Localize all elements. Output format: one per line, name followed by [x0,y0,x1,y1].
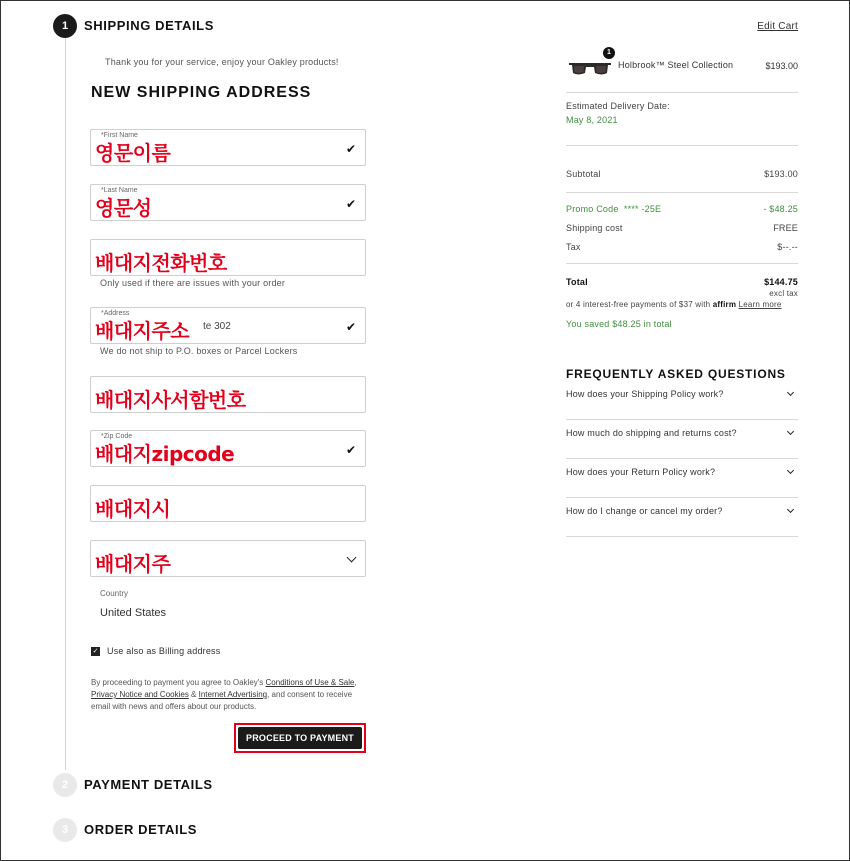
product-name: Holbrook™ Steel Collection [618,60,734,70]
shipping-cost-label: Shipping cost [566,223,623,233]
billing-checkbox[interactable]: ✓ [92,647,99,655]
chevron-down-icon [347,553,357,563]
step-1-indicator [53,14,77,38]
legal-text-4: , and consent to receive email with news and offers about our products. [91,690,353,711]
last-name-label: *Last Name [101,187,138,194]
address-line2-value: 배대지사서함번호 [95,388,246,412]
city-field[interactable] [90,485,366,522]
first-name-label: *First Name [101,132,138,139]
affirm-row [566,300,798,309]
city-value: 배대지시 [95,497,171,521]
address-underlying-text: te 302 [203,321,231,332]
checkmark-icon: ✔ [345,320,356,334]
sunglasses-icon [568,59,612,77]
chevron-down-icon [787,467,794,474]
affirm-text: or 4 interest-free payments of $37 with [566,300,711,309]
first-name-value: 영문이름 [95,141,171,165]
legal-text-1: By proceeding to payment you agree to Oakley's [91,678,266,687]
last-name-field[interactable] [90,184,366,221]
address-field[interactable] [90,307,366,344]
last-name-value: 영문성 [95,196,152,220]
tax-label: Tax [566,242,581,252]
checkmark-icon: ✔ [345,142,356,156]
legal-text-2: , [354,678,357,687]
billing-checkbox-label: Use also as Billing address [107,646,221,656]
divider [566,192,798,193]
delivery-date-text: May 8, 2021 [566,115,618,125]
legal-consent-text [91,677,371,713]
chevron-down-icon [787,389,794,396]
phone-field[interactable] [90,239,366,276]
address-value: 배대지주소 [95,319,190,343]
zip-code-label: *Zip Code [101,433,133,440]
product-price: $193.00 [765,61,798,71]
conditions-link[interactable]: Conditions of Use & Sale [265,678,355,687]
step-1-title[interactable]: SHIPPING DETAILS [84,18,214,33]
legal-text-3: & [188,690,199,699]
promo-row [566,204,798,214]
total-row [566,277,798,287]
divider [566,92,798,93]
step-2-title[interactable]: PAYMENT DETAILS [84,777,213,792]
advertising-link[interactable]: Internet Advertising [198,690,268,699]
step-3-number: 3 [61,824,69,836]
state-value: 배대지주 [95,552,171,576]
privacy-link[interactable]: Privacy Notice and Cookies [91,690,189,699]
checkmark-icon: ✔ [345,197,356,211]
checkmark-icon: ✔ [345,443,356,457]
faq-question: How does your Return Policy work? [566,467,716,477]
step-2-number: 2 [61,779,69,791]
subtotal-row [566,169,798,179]
billing-checkbox-row[interactable] [91,646,220,656]
saved-text: You saved $48.25 in total [566,319,672,329]
address-hint: We do not ship to P.O. boxes or Parcel Lockers [100,346,298,356]
faq-question: How much do shipping and returns cost? [566,428,737,438]
step-3-indicator [53,818,77,842]
step-2-indicator [53,773,77,797]
subtotal-value: $193.00 [764,169,798,179]
step-3-title[interactable]: ORDER DETAILS [84,822,198,837]
cart-product [566,49,798,92]
tax-row [566,242,798,252]
country-value: United States [100,607,167,619]
tax-value: $--.-- [777,242,798,252]
phone-value: 배대지전화번호 [95,251,227,275]
faq-item-shipping-returns-cost[interactable] [566,420,798,459]
delivery-label-text: Estimated Delivery Date: [566,101,670,111]
address-label: *Address [101,310,130,317]
divider [566,263,798,264]
state-select[interactable] [90,540,366,577]
total-label: Total [566,277,588,287]
thank-you-message: Thank you for your service, enjoy your Oakley products! [105,57,339,67]
faq-question: How does your Shipping Policy work? [566,389,724,399]
divider [566,145,798,146]
faq-item-return-policy[interactable] [566,459,798,498]
address-line2-field[interactable] [90,376,366,413]
subtotal-label: Subtotal [566,169,601,179]
proceed-to-payment-button[interactable]: PROCEED TO PAYMENT [238,727,362,749]
step-1-number: 1 [61,20,69,32]
zip-code-field[interactable] [90,430,366,467]
promo-label: Promo Code **** -25E [566,204,662,214]
section-title: NEW SHIPPING ADDRESS [91,84,312,101]
faq-item-shipping-policy[interactable] [566,381,798,420]
shipping-cost-row [566,223,798,233]
saved-row [566,319,798,329]
excl-tax: excl tax [769,289,798,298]
edit-cart-link[interactable]: Edit Cart [757,21,798,32]
faq-item-change-cancel[interactable] [566,498,798,537]
quantity-badge: 1 [603,47,615,59]
zip-code-value: 배대지zipcode [95,442,235,466]
country-label: Country [100,589,129,598]
delivery-date [566,115,798,125]
phone-hint: Only used if there are issues with your order [100,278,286,288]
learn-more-link[interactable]: Learn more [738,300,782,309]
total-value: $144.75 [764,277,798,287]
faq-title: FREQUENTLY ASKED QUESTIONS [566,367,786,381]
chevron-down-icon [787,428,794,435]
promo-value: - $48.25 [763,204,798,214]
first-name-field[interactable] [90,129,366,166]
delivery-label [566,101,798,111]
affirm-logo: affirm [712,300,737,309]
shipping-cost-value: FREE [773,223,798,233]
chevron-down-icon [787,506,794,513]
steps-connector-line [65,38,66,770]
faq-question: How do I change or cancel my order? [566,506,723,516]
